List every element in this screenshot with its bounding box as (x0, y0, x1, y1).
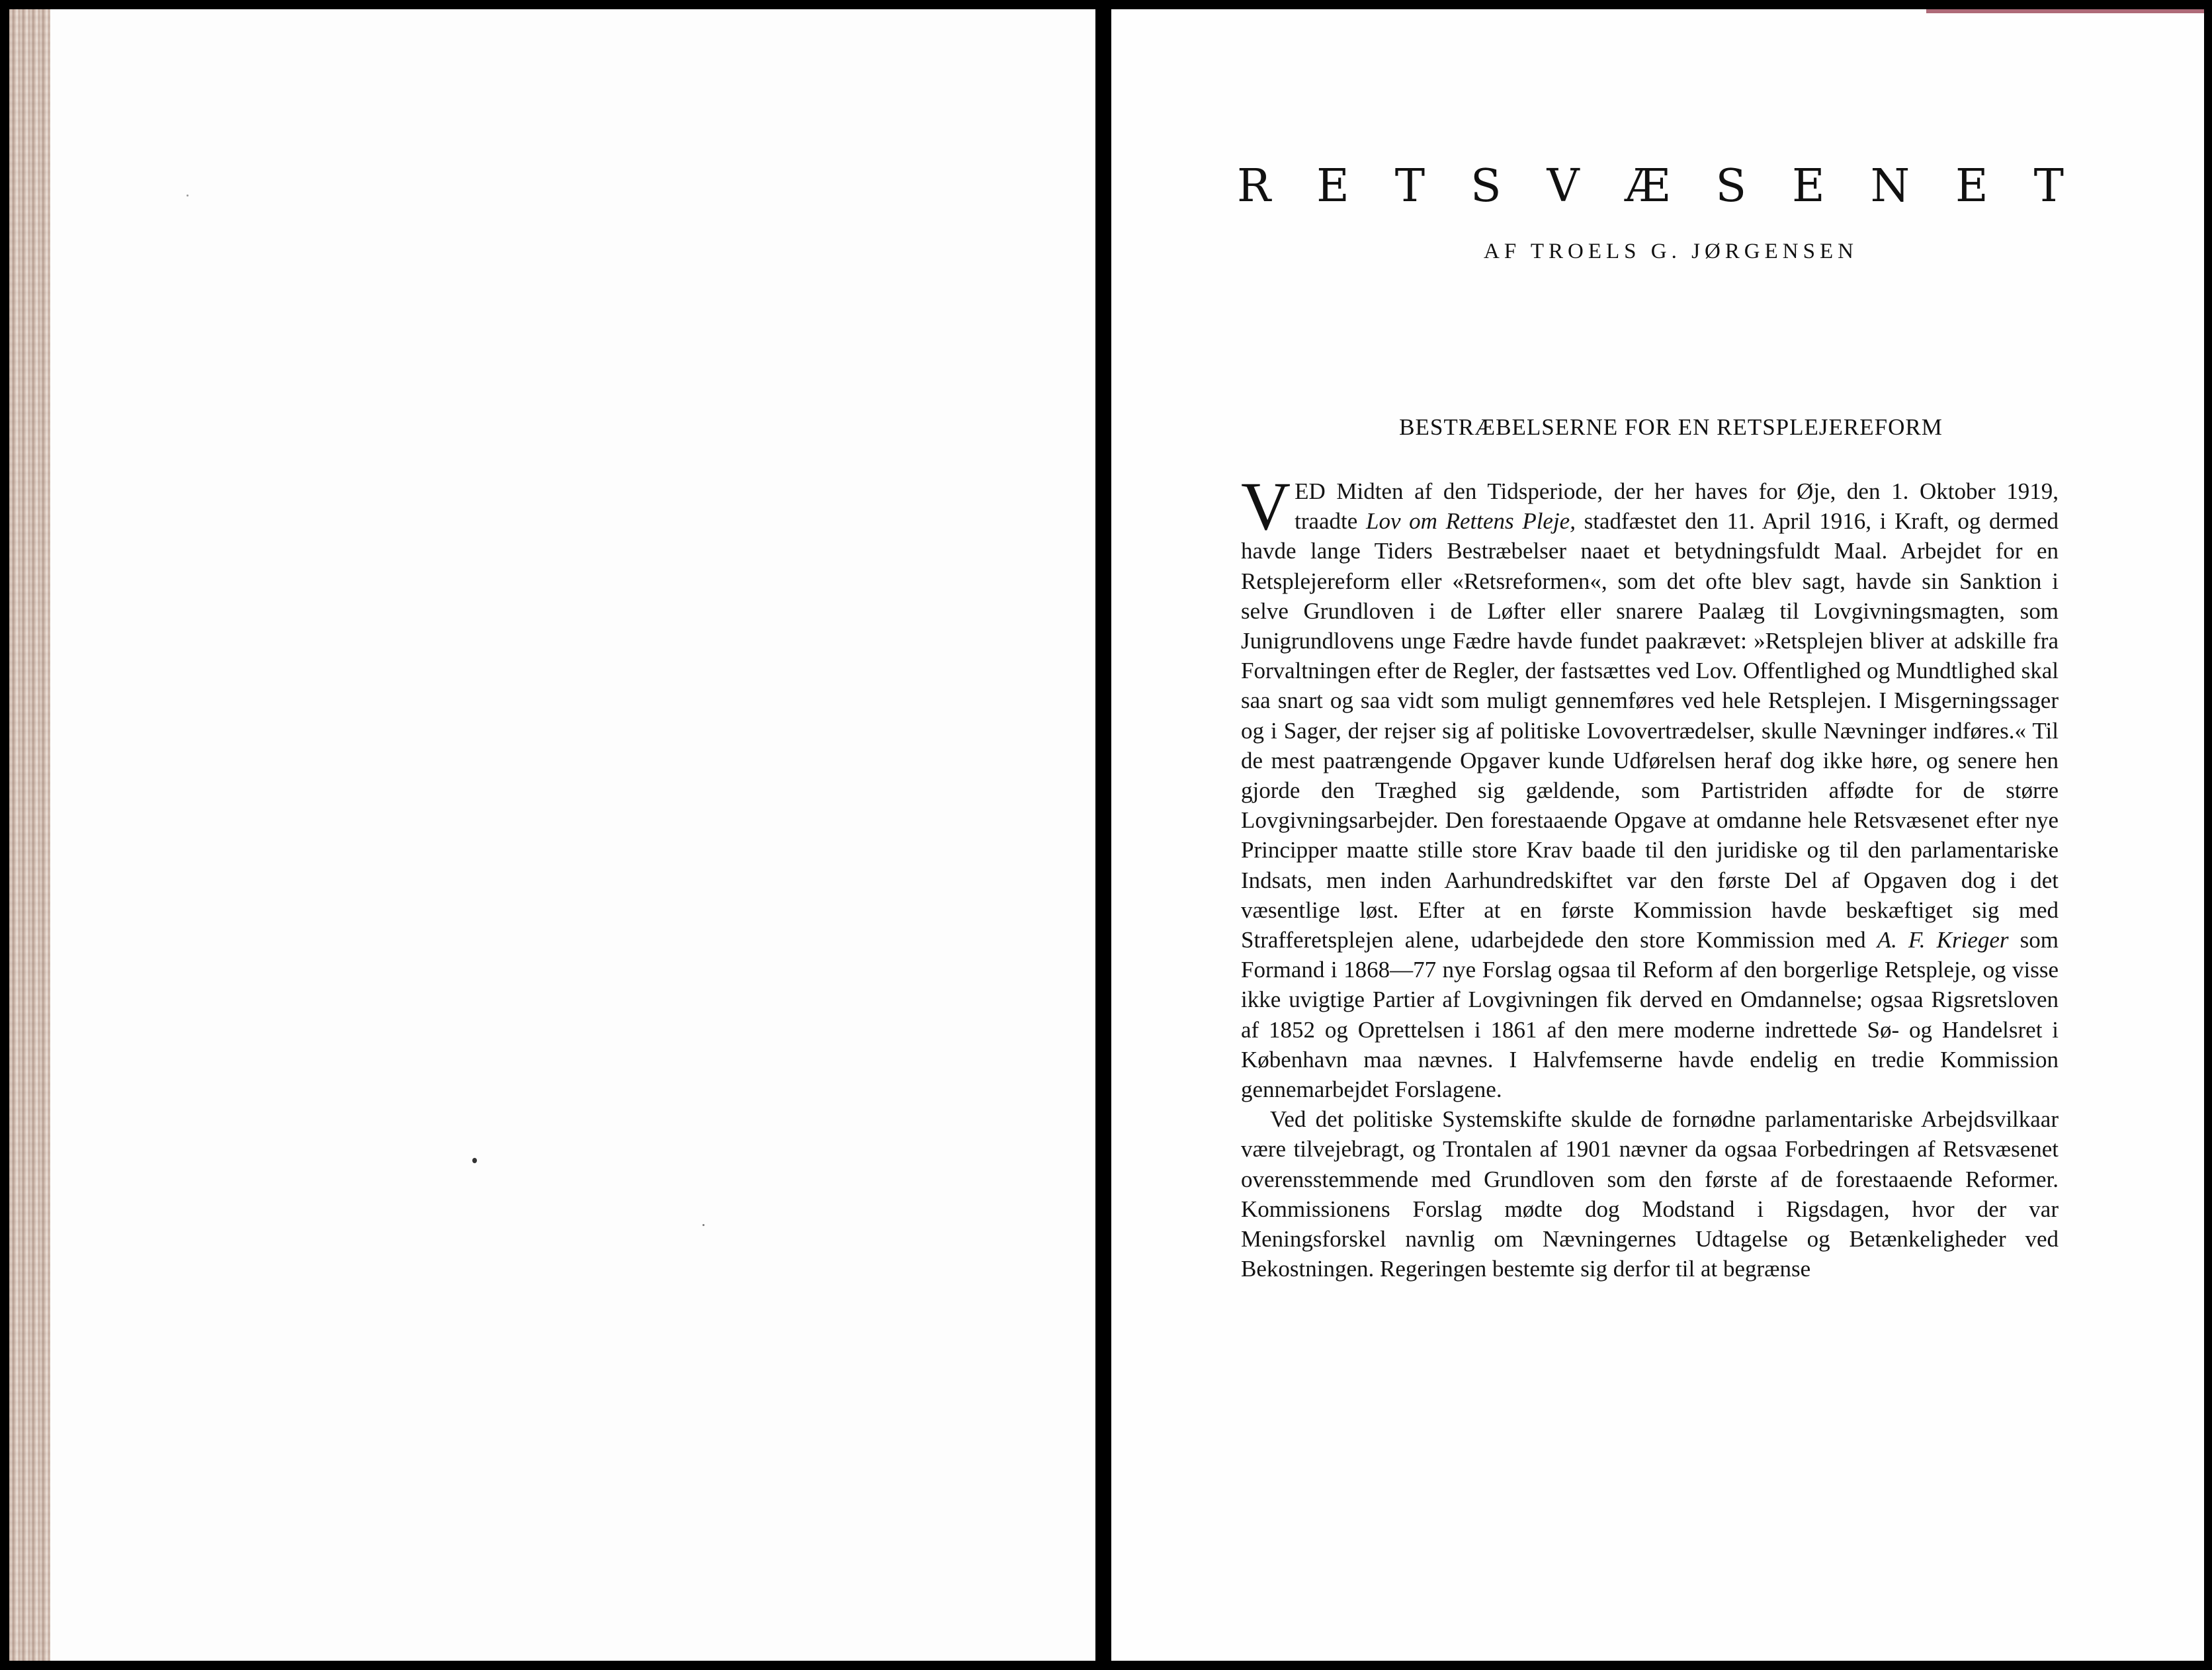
italic-text: A. F. Krieger (1877, 927, 2009, 953)
page-title (1237, 160, 2064, 212)
title-letter: Æ (1625, 160, 1670, 212)
author-line: AF TROELS G. JØRGENSEN (1484, 240, 1858, 263)
paragraph-text: som Formand i 1868—77 nye Forslag ogsaa til Reform af den borgerlige Retspleje, og visse ikke uvigtige Partier af Lovgivningen fik derved en Omdannelse; ogsaa Rigsretsloven af 1852 og Oprettelsen i 1861 af den mere moderne indrettede Sø- og Handelsret i København maa nævnes. I Halvfemserne havde endelig en tredie Kommission gennemarbejdet Forslagene. (1241, 927, 2059, 1103)
title-letter: E (1955, 160, 1988, 212)
drop-cap: V (1241, 468, 1291, 545)
dust-speck (472, 1158, 477, 1163)
paragraph-text: stadfæstet den 11. April 1916, i Kraft, og dermed havde lange Tiders Bestræbelser naaet et betydningsfuldt Maal. Arbejdet for en Retsplejereform eller «Retsreformen«, som det ofte blev sagt, havde sin Sanktion i selve Grundloven i de Løfter eller snarere Paalæg til Lovgivningsmagten, som Junigrundlovens unge Fædre havde fundet paakrævet: »Retsplejen bliver at adskille fra Forvaltningen efter de Regler, der fastsættes ved Lov. Offentlighed og Mundtlighed skal saa snart og saa vidt som muligt gennemføres ved hele Retsplejen. I Misgerningssager og i Sager, der rejser sig af politiske Lovovertrædelser, skulle Nævninger indføres.« Til de mest paatrængende Opgaver kunde Udførelsen heraf dog ikke høre, og senere hen gjorde den Træghed sig gældende, som Partistriden affødte for de større Lovgivningsarbejder. Den forestaaende Opgave at omdanne hele Retsvæsenet efter nye Principper maatte stille store Krav baade til den juridiske og til den parlamentariske Indsats, men inden Aarhundredskiftet var den første Del af Opgaven dog i det væsentlige løst. Efter at en første Kommission havde beskæftiget sig med Strafferetsplejen alene, udarbejdede den store Kommission med (1241, 508, 2059, 953)
title-letter: T (1394, 160, 1425, 212)
title-letter: T (2033, 160, 2064, 212)
title-letter: R (1237, 160, 1271, 212)
italic-text: Lov om Rettens Pleje, (1366, 508, 1576, 535)
page-edge-texture (9, 9, 50, 1661)
paragraph (1241, 468, 2059, 1104)
book-gutter (1095, 0, 1111, 1670)
title-letter: S (1470, 160, 1502, 212)
paragraph: Ved det politiske Systemskifte skulde de fornødne parlamentariske Arbejdsvilkaar være tilvejebragt, og Trontalen af 1901 nævner da ogsaa Forbedringen af Retsvæsenet overensstemmende med Grundloven som den første af de forestaaende Reformer. Kommissionens Forslag mødte dog Modstand i Rigsdagen, hvor der var Meningsforskel navnlig om Nævningernes Udtagelse og Betænkeligheder ved Bekostningen. Regeringen bestemte sig derfor til at begrænse (1241, 1106, 2059, 1282)
dust-speck (187, 195, 189, 197)
title-letter: N (1870, 160, 1910, 212)
left-page (9, 9, 1095, 1661)
body-text (1241, 468, 2059, 1284)
right-page (1111, 9, 2204, 1661)
title-letter: E (1792, 160, 1825, 212)
dust-speck (702, 1224, 704, 1226)
page-top-edge (1926, 9, 2204, 13)
section-heading: BESTRÆBELSERNE FOR EN RETSPLEJEREFORM (1399, 414, 1943, 440)
title-letter: E (1316, 160, 1349, 212)
title-letter: V (1547, 160, 1580, 212)
title-letter: S (1715, 160, 1747, 212)
paragraph-text: ED Midten af den Tidsperiode, der her haves for Øje, den 1. Oktober 1919, traadte (1295, 478, 2059, 535)
